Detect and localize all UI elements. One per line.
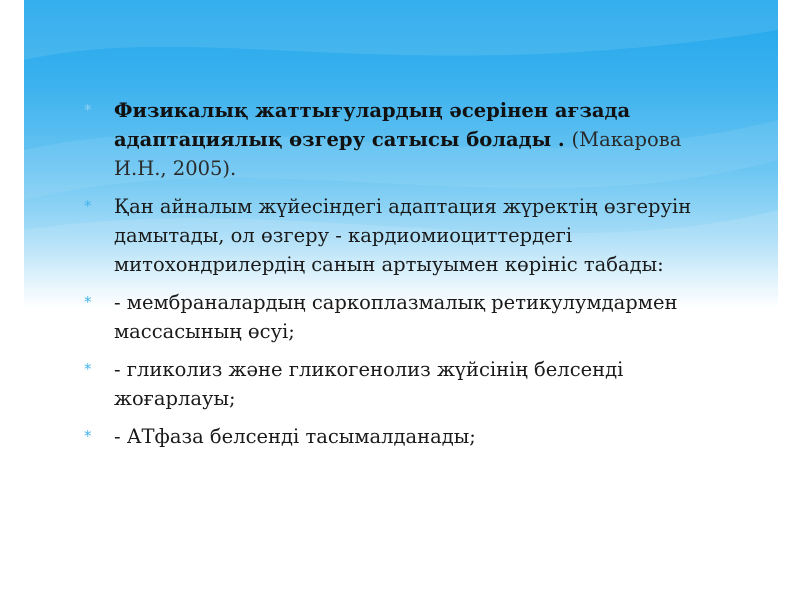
bullet-text: - АТфаза белсенді тасымалданады;: [114, 425, 476, 448]
bullet-text: - мембраналардың саркоплазмалық ретикулумдармен массасының өсуі;: [114, 291, 678, 343]
bullet-item-2: [84, 192, 724, 279]
slide-content: [84, 96, 724, 460]
bullet-item-5: [84, 422, 724, 451]
heading-text: Физикалық жаттығулардың әсерінен ағзада адаптациялық өзгеру сатысы болады .: [114, 99, 631, 151]
asterisk-bullet-icon: *: [84, 197, 92, 215]
bullet-text: - гликолиз және гликогенолиз жүйсінің белсенді жоғарлауы;: [114, 358, 624, 410]
asterisk-bullet-icon: *: [84, 427, 92, 445]
bullet-item-1: [84, 96, 724, 183]
bullet-item-3: [84, 288, 724, 346]
bullet-item-4: [84, 355, 724, 413]
asterisk-bullet-icon: *: [84, 293, 92, 311]
asterisk-bullet-icon: *: [84, 360, 92, 378]
bullet-text: Қан айналым жүйесіндегі адаптация жүректің өзгеруін дамытады, ол өзгеру - кардиомиоциттердегі митохондрилердің санын артыуымен көрініс табады:: [114, 195, 692, 276]
asterisk-bullet-icon: *: [84, 101, 92, 119]
citation-text: (Макарова И.Н., 2005).: [114, 128, 682, 180]
